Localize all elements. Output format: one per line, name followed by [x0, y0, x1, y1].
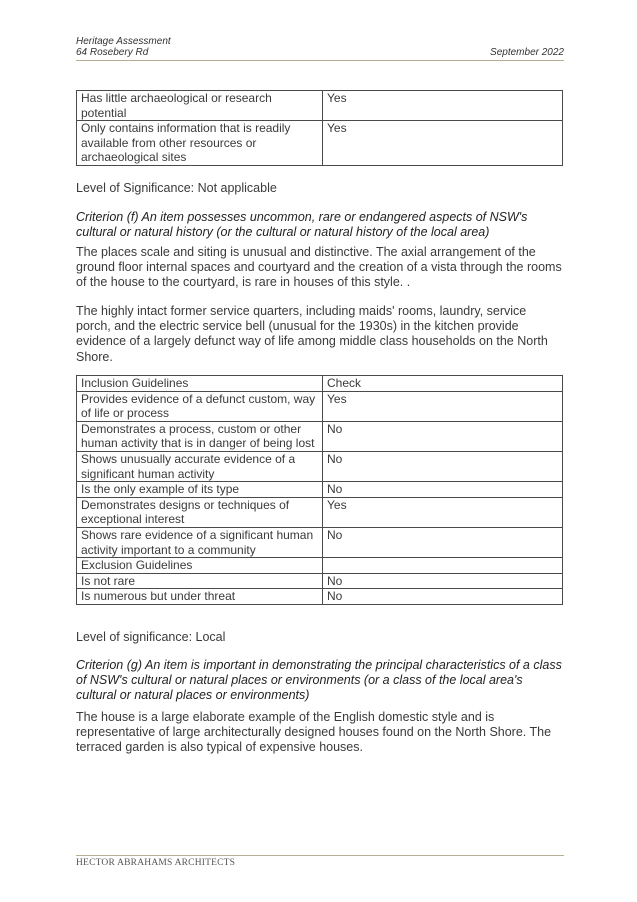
page-header	[76, 36, 564, 58]
table-row	[77, 91, 563, 121]
table-cell	[323, 558, 563, 574]
table-row	[77, 121, 563, 166]
criterion-f-guidelines-table	[76, 375, 563, 605]
criterion-f-paragraph-2: The highly intact former service quarters, including maids' rooms, laundry, service porch, and the electric service bell (unusual for the 1930s) in the kitchen provide evidence of a largely defunct way of life among middle class households on the North Shore.	[76, 304, 548, 364]
table-row	[77, 421, 563, 451]
criterion-f-heading: Criterion (f) An item possesses uncommon, rare or endangered aspects of NSW's cultural or natural history (or the cultural or natural history of the local area)	[76, 210, 528, 240]
research-potential-table	[76, 90, 563, 166]
criterion-g-paragraph: The house is a large elaborate example of the English domestic style and is representative of large architecturally designed houses found on the North Shore. The terraced garden is also typical of expensive houses.	[76, 710, 552, 755]
table-section-cell: Exclusion Guidelines	[77, 558, 323, 574]
table-cell: Provides evidence of a defunct custom, way of life or process	[77, 391, 323, 421]
table-cell: Yes	[323, 391, 563, 421]
table-cell: No	[323, 573, 563, 589]
criterion-g-heading: Criterion (g) An item is important in demonstrating the principal characteristics of a class of NSW's cultural or natural places or environments (or a class of the local area's cultural or natural places or environments)	[76, 658, 562, 703]
footer-firm-name: HECTOR ABRAHAMS ARCHITECTS	[76, 858, 236, 868]
table-cell: Yes	[323, 91, 563, 121]
table-cell: Demonstrates designs or techniques of exceptional interest	[77, 497, 323, 527]
table-cell: No	[323, 482, 563, 498]
table-cell: No	[323, 421, 563, 451]
table-cell: Is the only example of its type	[77, 482, 323, 498]
table-cell: No	[323, 589, 563, 605]
table-section-row	[77, 558, 563, 574]
table-cell: Only contains information that is readily available from other resources or archaeological sites	[77, 121, 323, 166]
table-cell: Yes	[323, 497, 563, 527]
table-cell: Shows unusually accurate evidence of a significant human activity	[77, 451, 323, 481]
table-header-cell: Inclusion Guidelines	[77, 376, 323, 392]
header-date: September 2022	[490, 47, 564, 58]
level-of-significance-f: Level of significance: Local	[76, 630, 226, 644]
footer-divider	[76, 855, 564, 856]
table-cell: Yes	[323, 121, 563, 166]
table-row	[77, 391, 563, 421]
table-header-cell: Check	[323, 376, 563, 392]
table-row	[77, 451, 563, 481]
table-cell: Demonstrates a process, custom or other human activity that is in danger of being lost	[77, 421, 323, 451]
table-cell: Shows rare evidence of a significant human activity important to a community	[77, 527, 323, 557]
table-row	[77, 482, 563, 498]
table-cell: No	[323, 451, 563, 481]
table-row	[77, 527, 563, 557]
table-cell: Is not rare	[77, 573, 323, 589]
table-header-row	[77, 376, 563, 392]
header-divider	[76, 60, 564, 61]
table-row	[77, 573, 563, 589]
level-of-significance-e: Level of Significance: Not applicable	[76, 181, 277, 195]
criterion-f-paragraph-1: The places scale and siting is unusual and distinctive. The axial arrangement of the ground floor internal spaces and courtyard and the creation of a vista through the rooms of the house to the courtyard, is rare in houses of this style. .	[76, 245, 562, 290]
table-row	[77, 497, 563, 527]
table-cell: No	[323, 527, 563, 557]
table-row	[77, 589, 563, 605]
table-cell: Has little archaeological or research potential	[77, 91, 323, 121]
header-title: Heritage Assessment	[76, 36, 171, 47]
table-cell: Is numerous but under threat	[77, 589, 323, 605]
header-address: 64 Rosebery Rd	[76, 47, 149, 58]
